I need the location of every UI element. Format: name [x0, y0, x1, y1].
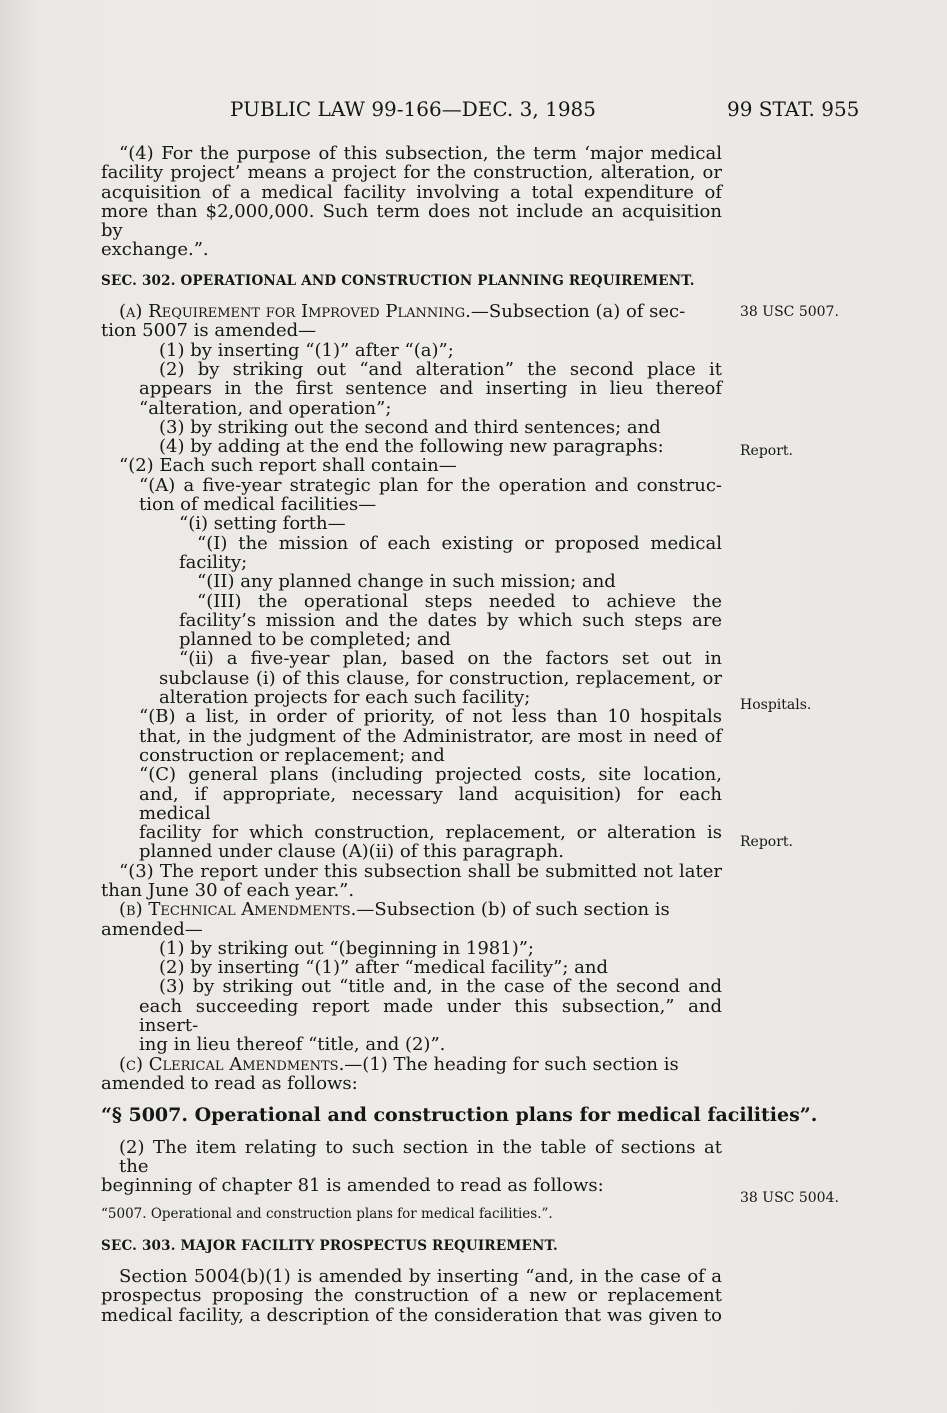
text-line: alteration projects for each such facility; — [159, 687, 531, 709]
text-line: “(III) the operational steps needed to achieve the — [197, 590, 722, 612]
section-title-5007: “§ 5007. Operational and construction plans for medical facilities”. — [101, 1104, 818, 1127]
text-line: tion of medical facilities— — [139, 494, 377, 516]
running-head-page: 99 STAT. 955 — [727, 97, 860, 121]
text-line: “(B) a list, in order of priority, of not less than 10 hospitals — [139, 706, 722, 728]
text-line: facility project’ means a project for the construction, alteration, or — [101, 162, 722, 184]
subsection-a-heading: (a) Requirement for Improved Planning. — [119, 301, 471, 323]
text-line: (3) by striking out the second and third sentences; and — [159, 416, 661, 438]
text-line: tion 5007 is amended— — [101, 320, 317, 342]
text-line: “alteration, and operation”; — [139, 397, 392, 419]
text-line: each succeeding report made under this subsection,” and insert- — [139, 995, 722, 1037]
subsection-b-line — [101, 900, 722, 919]
section-heading-302: SEC. 302. OPERATIONAL AND CONSTRUCTION PLANNING REQUIREMENT. — [101, 272, 695, 289]
text-line: “(3) The report under this subsection shall be submitted not later — [119, 860, 722, 882]
text-line: “(II) any planned change in such mission; and — [197, 571, 616, 593]
text-line: that, in the judgment of the Administrator, are most in need of — [139, 725, 722, 747]
margin-note-report: Report. — [740, 834, 793, 850]
margin-note-usc-5004: 38 USC 5004. — [740, 1190, 839, 1206]
text-line: than June 30 of each year.”. — [101, 879, 355, 901]
text-line: subclause (i) of this clause, for construction, replacement, or — [159, 667, 722, 689]
text-line: facility for which construction, replacement, or alteration is — [139, 822, 722, 844]
text-line: planned to be completed; and — [179, 629, 451, 651]
text-line: “(C) general plans (including projected costs, site location, — [139, 764, 722, 786]
text-line: Section 5004(b)(1) is amended by inserting “and, in the case of a — [119, 1266, 722, 1288]
subsection-c-heading: (c) Clerical Amendments. — [119, 1053, 345, 1075]
text-line: “(i) setting forth— — [179, 513, 346, 535]
text-line: “(4) For the purpose of this subsection, the term ‘major medical — [119, 143, 722, 164]
margin-note-usc-5007: 38 USC 5007. — [740, 304, 839, 320]
subsection-a-line — [101, 302, 722, 321]
text-line: (2) The item relating to such section in the table of sections at the — [119, 1136, 722, 1177]
text-line: “(2) Each such report shall contain— — [119, 455, 457, 477]
table-of-sections-item: “5007. Operational and construction plans for medical facilities.”. — [101, 1206, 553, 1223]
text-fragment: —(1) The heading for such section is — [344, 1053, 679, 1075]
text-line: (2) by inserting “(1)” after “medical facility”; and — [159, 957, 609, 979]
text-line: medical facility, a description of the consideration that was given to — [101, 1304, 722, 1326]
text-line: more than $2,000,000. Such term does not include an acquisition by — [101, 200, 722, 242]
text-line: “(ii) a five-year plan, based on the factors set out in — [179, 648, 722, 670]
text-line: “(A) a five-year strategic plan for the operation and construc- — [139, 474, 722, 496]
text-line: and, if appropriate, necessary land acquisition) for each medical — [139, 783, 722, 824]
text-line: facility’s mission and the dates by which such steps are — [179, 609, 722, 631]
text-line: exchange.”. — [101, 239, 209, 261]
text-line: acquisition of a medical facility involving a total expenditure of — [101, 181, 722, 203]
text-line: amended to read as follows: — [101, 1072, 358, 1094]
text-line: (4) by adding at the end the following new paragraphs: — [159, 436, 664, 458]
text-line: amended— — [101, 918, 203, 940]
text-line: “(I) the mission of each existing or proposed medical — [197, 532, 722, 554]
text-line: (1) by striking out “(beginning in 1981)”; — [159, 937, 534, 959]
text-line: construction or replacement; and — [139, 744, 445, 766]
text-line: beginning of chapter 81 is amended to read as follows: — [101, 1175, 604, 1197]
margin-note-report: Report. — [740, 443, 793, 459]
text-line: ing in lieu thereof “title, and (2)”. — [139, 1034, 446, 1056]
margin-note-hospitals: Hospitals. — [740, 697, 812, 713]
section-heading-303: SEC. 303. MAJOR FACILITY PROSPECTUS REQUIREMENT. — [101, 1237, 558, 1254]
text-line: prospectus proposing the construction of a new or replacement — [101, 1285, 722, 1307]
text-line: (3) by striking out “title and, in the case of the second and — [159, 976, 722, 998]
subsection-c-line — [101, 1055, 722, 1074]
text-line: appears in the first sentence and inserting in lieu thereof — [139, 378, 722, 400]
text-fragment: —Subsection (a) of sec- — [470, 301, 686, 323]
running-head-title: PUBLIC LAW 99-166—DEC. 3, 1985 — [230, 97, 596, 121]
text-line: (1) by inserting “(1)” after “(a)”; — [159, 339, 454, 361]
subsection-b-heading: (b) Technical Amendments. — [119, 899, 357, 921]
text-line: facility; — [179, 551, 248, 573]
text-line: planned under clause (A)(ii) of this paragraph. — [139, 841, 564, 863]
text-fragment: —Subsection (b) of such section is — [356, 899, 670, 921]
text-line: (2) by striking out “and alteration” the second place it — [159, 358, 722, 380]
